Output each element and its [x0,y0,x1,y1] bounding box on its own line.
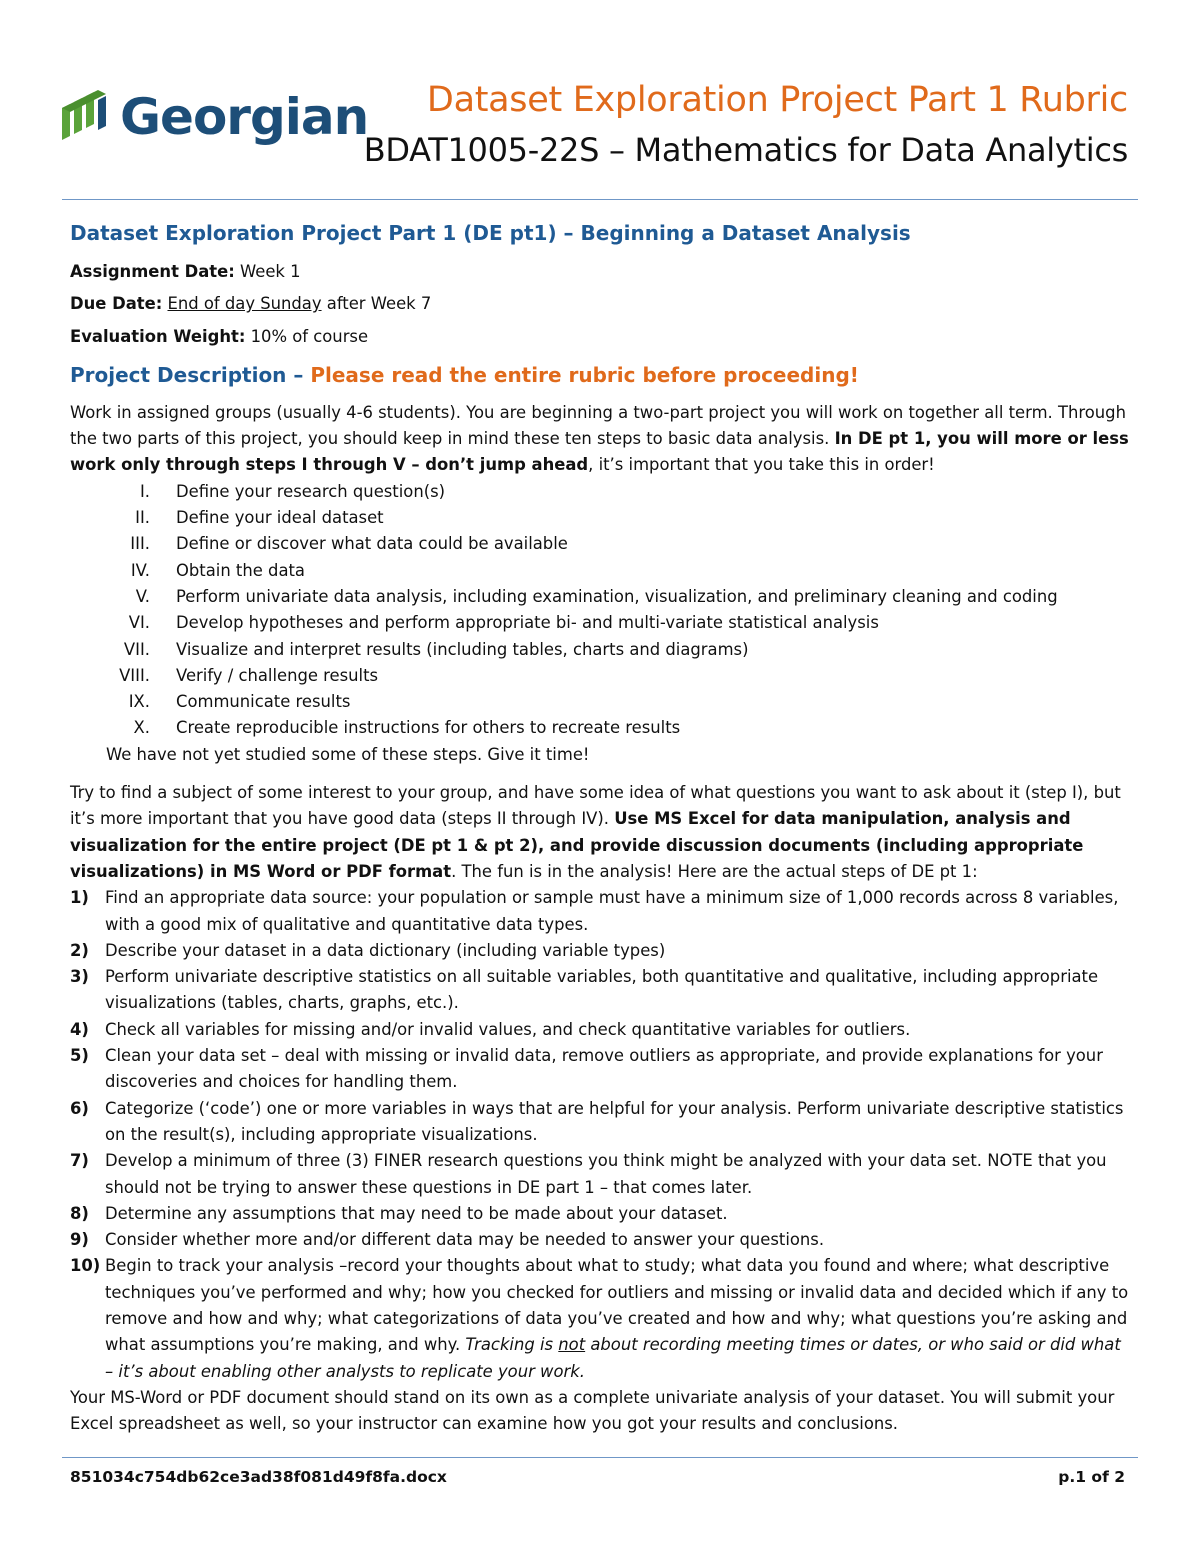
due-date-line [70,291,1130,317]
list-item-number: 2) [70,940,89,960]
evaluation-weight-label: Evaluation Weight: [70,326,246,346]
footer-divider [62,1457,1138,1458]
closing-paragraph: Your MS-Word or PDF document should stand on its own as a complete univariate analysis of your dataset. You will submit your Excel spreadsheet as well, so your instructor can examine how you got your results and conclusions. [70,1387,1115,1434]
list-item-text: Begin to track your analysis –record your thoughts about what to study; what data you found and where; what descriptive techniques you’ve performed and why; how you checked for outliers and missing or invalid data and decided which if any to remove and how and why; what categorizations of data you’ve created and how and why; what questions you’re asking and what assumptions you’re making, and why. [105,1256,1129,1355]
list-item-number: 3) [70,967,89,987]
document-body [70,214,1130,1437]
list-item-text: Describe your dataset in a data dictionary (including variable types) [105,940,666,960]
tracking-note-underlined: not [558,1335,586,1355]
list-item-number: IV. [130,560,150,580]
list-item [70,1096,1130,1149]
de-steps-list [70,885,1130,1385]
list-item-number: 6) [70,1098,89,1118]
list-item-text: Obtain the data [176,560,305,580]
evaluation-weight-value: 10% of course [245,326,369,346]
project-description-heading [70,360,1130,390]
intro-text: Work in assigned groups (usually 4-6 students). You are beginning a two-part project you will work on together all term. Through the two parts of this project, you should keep in mind these ten steps to basic data analysis. [70,402,1126,449]
assignment-date-label: Assignment Date: [70,262,235,281]
list-item-text: Communicate results [176,692,351,712]
list-item-text: Visualize and interpret results (including tables, charts and diagrams) [176,639,749,659]
list-item-text: Define your research question(s) [176,481,446,501]
list-item-number: VIII. [119,665,150,685]
list-item [70,1017,1130,1043]
list-item-number: I. [139,481,150,501]
list-item-text: Create reproducible instructions for others to recreate results [176,718,681,738]
list-item [70,689,1130,715]
list-item-text: Clean your data set – deal with missing or invalid data, remove outliers as appropriate, and provide explanations for your discoveries and choices for handling them. [105,1046,1103,1092]
steps-note: We have not yet studied some of these steps. Give it time! [106,744,590,764]
assignment-date-value: Week 1 [234,262,301,281]
ten-steps-list [70,479,1130,742]
footer-filename: 851034c754db62ce3ad38f081d49f8fa.docx [70,1468,447,1486]
list-item-text: Categorize (‘code’) one or more variables in ways that are helpful for your analysis. Perform univariate descriptive statistics on the result(s), including appropriate visualizations. [105,1098,1124,1144]
list-item-text: Find an appropriate data source: your population or sample must have a minimum size of 1,000 records across 8 variables, with a good mix of qualitative and quantitative data types. [105,888,1119,934]
list-item-number: 8) [70,1203,89,1223]
list-item [70,1148,1130,1201]
section-heading: Dataset Exploration Project Part 1 (DE pt1) – Beginning a Dataset Analysis [70,221,911,245]
tracking-note-italic: Tracking is [465,1335,559,1355]
evaluation-weight-line [70,324,1130,350]
list-item-number: VI. [128,613,150,633]
list-item-text: Define or discover what data could be available [176,534,568,554]
list-item-number: III. [130,534,150,554]
georgian-logo [62,86,369,166]
read-rubric-warning: Please read the entire rubric before proceeding! [310,362,859,387]
list-item-number: 7) [70,1151,89,1171]
data-paragraph-end: . The fun is in the analysis! Here are the actual steps of DE pt 1: [451,861,978,881]
list-item [70,531,1130,557]
list-item-number: II. [135,508,150,528]
list-item [70,715,1130,741]
list-item-number: VII. [123,639,150,659]
list-item [70,1227,1130,1253]
list-item [70,479,1130,505]
due-date-rest: after Week 7 [321,294,432,314]
list-item-text: Determine any assumptions that may need to be made about your dataset. [105,1203,728,1223]
header-divider [62,199,1138,200]
list-item-number: V. [135,586,150,606]
list-item [70,964,1130,1017]
list-item [70,1253,1130,1384]
list-item-text: Verify / challenge results [176,665,379,685]
list-item-text: Consider whether more and/or different data may be needed to answer your questions. [105,1230,825,1250]
project-description-title: Project Description – [70,362,311,387]
tracking-note-italic-end: about recording meeting times or dates, or who said or did what – it’s about enabling other analysts to replicate your work. [105,1335,1121,1381]
georgian-logo-mark-icon [62,86,122,146]
list-item-text: Develop a minimum of three (3) FINER research questions you think might be analyzed with your data set. NOTE that you should not be trying to answer these questions in DE part 1 – that comes later. [105,1151,1107,1197]
list-item-number: 4) [70,1019,89,1039]
list-item [70,584,1130,610]
data-paragraph [70,780,1130,885]
list-item [70,885,1130,938]
list-item [70,610,1130,636]
due-date-label: Due Date: [70,294,163,314]
list-item-number: IX. [128,692,150,712]
document-title: Dataset Exploration Project Part 1 Rubric [426,80,1128,120]
list-item [70,663,1130,689]
footer-page-number: p.1 of 2 [1058,1468,1125,1486]
list-item [70,1201,1130,1227]
list-item [70,1043,1130,1096]
intro-bold-text: In DE pt 1, you will more or less work only through steps I through V – don’t jump ahead [70,429,1129,475]
course-subtitle: BDAT1005-22S – Mathematics for Data Analytics [363,131,1128,169]
list-item-number: X. [133,718,150,738]
assignment-date-line [70,259,1130,285]
list-item-number: 5) [70,1046,89,1066]
logo-wordmark: Georgian [120,88,369,146]
list-item-text: Define your ideal dataset [176,508,384,528]
intro-paragraph [70,400,1130,479]
list-item-text: Develop hypotheses and perform appropriate bi- and multi-variate statistical analysis [176,613,879,633]
list-item-number: 10) [70,1256,101,1276]
data-paragraph-bold: Use MS Excel for data manipulation, analysis and visualization for the entire project (DE pt 1 & pt 2), and provide discussion documents (including appropriate visualizations) in MS Word or PDF format [70,809,1084,881]
list-item-text: Perform univariate descriptive statistics on all suitable variables, both quantitative and qualitative, including appropriate visualizations (tables, charts, graphs, etc.). [105,967,1099,1013]
list-item [70,558,1130,584]
list-item-text: Perform univariate data analysis, including examination, visualization, and preliminary cleaning and coding [176,586,1058,606]
list-item [70,938,1130,964]
list-item [70,505,1130,531]
due-date-underlined: End of day Sunday [167,294,322,314]
list-item-number: 9) [70,1230,89,1250]
list-item-text: Check all variables for missing and/or invalid values, and check quantitative variables for outliers. [105,1019,911,1039]
list-item [70,637,1130,663]
intro-end-text: , it’s important that you take this in order! [588,455,935,475]
list-item-number: 1) [70,888,89,908]
data-paragraph-text: Try to find a subject of some interest to your group, and have some idea of what questions you want to ask about it (step I), but it’s more important that you have good data (steps II through IV). [70,783,1121,829]
